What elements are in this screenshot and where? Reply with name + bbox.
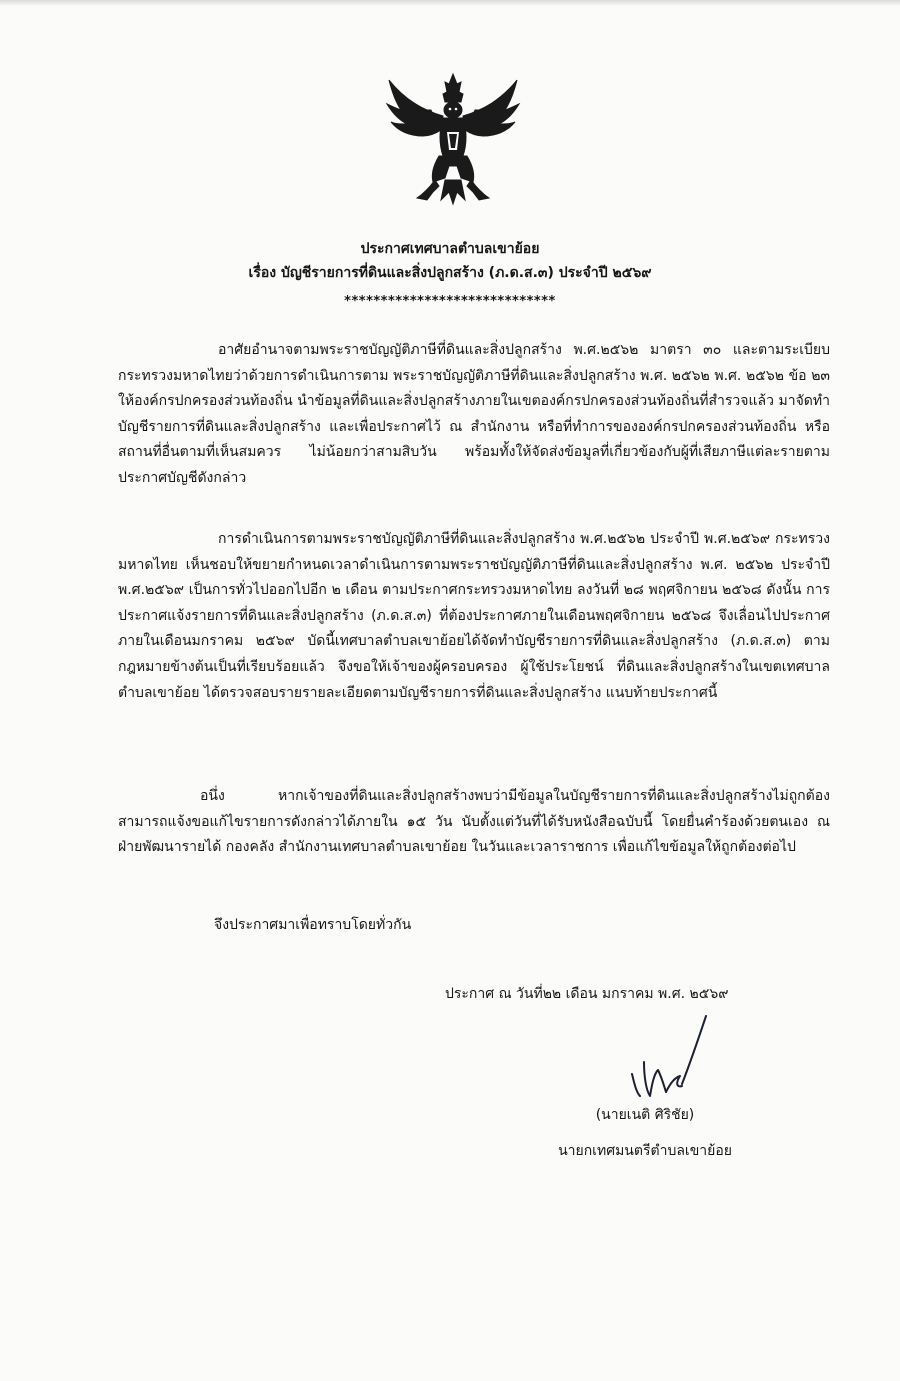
title-separator: ***************************** — [344, 294, 556, 309]
announcement-title: ประกาศเทศบาลตำบลเขาย้อย — [360, 241, 540, 257]
body-paragraph-3: อนึ่ง หากเจ้าของที่ดินและสิ่งปลูกสร้างพบว่ามีข้อมูลในบัญชีรายการที่ดินและสิ่งปลูกสร้างไม่ถูกต้องสามารถแจ้งขอแก้ไขรายการดังกล่าวได้ภายใน ๑๕ วัน นับตั้งแต่วันที่ได้รับหนังสือฉบับนี้ โดยยื่นคำร้องด้วยตนเอง ณ ฝ่ายพัฒนารายได้ กองคลัง สำนักงานเทศบาลตำบลเขาย้อย ในวันและเวลาราชการ เพื่อแก้ไขข้อมูลให้ถูกต้องต่อไป — [118, 788, 830, 856]
body-paragraph-2: การดำเนินการตามพระราชบัญญัติภาษีที่ดินและสิ่งปลูกสร้าง พ.ศ.๒๕๖๒ ประจำปี พ.ศ.๒๕๖๙ กระทรวงมหาดไทย เห็นชอบให้ขยายกำหนดเวลาดำเนินการตามพระราชบัญญัติภาษีที่ดินและสิ่งปลูกสร้าง พ.ศ. ๒๕๖๒ ประจำปี พ.ศ.๒๕๖๙ เป็นการทั่วไปออกไปอีก ๒ เดือน ตามประกาศกระทรวงมหาดไทย ลงวันที่ ๒๘ พฤศจิกายน ๒๕๖๘ ดังนั้น การประกาศแจ้งรายการที่ดินและสิ่งปลูกสร้าง (ภ.ด.ส.๓) ที่ต้องประกาศภายในเดือนพฤศจิกายน ๒๕๖๘ จึงเลื่อนไปประกาศภายในเดือนมกราคม ๒๕๖๙ บัดนี้เทศบาลตำบลเขาย้อยได้จัดทำบัญชีรายการที่ดินและสิ่งปลูกสร้าง (ภ.ด.ส.๓) ตามกฎหมายข้างต้นเป็นที่เรียบร้อยแล้ว จึงขอให้เจ้าของผู้ครอบครอง ผู้ใช้ประโยชน์ ที่ดินและสิ่งปลูกสร้างในเขตเทศบาลตำบลเขาย้อย ได้ตรวจสอบรายรายละเอียดตามบัญชีรายการที่ดินและสิ่งปลูกสร้าง แนบท้ายประกาศนี้ — [118, 531, 830, 701]
closing-statement: จึงประกาศมาเพื่อทราบโดยทั่วกัน — [214, 917, 412, 933]
announcement-subject: เรื่อง บัญชีรายการที่ดินและสิ่งปลูกสร้าง (ภ.ด.ส.๓) ประจำปี ๒๕๖๙ — [248, 265, 652, 281]
body-paragraph-1: อาศัยอำนาจตามพระราชบัญญัติภาษีที่ดินและสิ่งปลูกสร้าง พ.ศ.๒๕๖๒ มาตรา ๓๐ และตามระเบียบกระทรวงมหาดไทยว่าด้วยการดำเนินการตาม พระราชบัญญัติภาษีที่ดินและสิ่งปลูกสร้าง พ.ศ. ๒๕๖๒ พ.ศ. ๒๕๖๒ ข้อ ๒๓ ให้องค์กรปกครองส่วนท้องถิ่น นำข้อมูลที่ดินและสิ่งปลูกสร้างภายในเขตองค์กรปกครองส่วนท้องถิ่นที่สำรวจแล้ว มาจัดทำบัญชีรายการที่ดินและสิ่งปลูกสร้าง และเพื่อประกาศไว้ ณ สำนักงาน หรือที่ทำการขององค์กรปกครองส่วนท้องถิ่น หรือสถานที่อื่นตามที่เห็นสมควร ไม่น้อยกว่าสามสิบวัน พร้อมทั้งให้จัดส่งข้อมูลที่เกี่ยวข้องกับผู้ที่เสียภาษีแต่ละรายตามประกาศบัญชีดังกล่าว — [118, 342, 830, 486]
signer-name: (นายเนติ ศิริชัย) — [595, 1107, 695, 1123]
signer-position: นายกเทศมนตรีตำบลเขาย้อย — [558, 1143, 732, 1159]
garuda-emblem-icon — [383, 70, 523, 210]
handwritten-signature — [622, 1012, 712, 1102]
scan-edge — [0, 0, 900, 6]
announcement-date: ประกาศ ณ วันที่๒๒ เดือน มกราคม พ.ศ. ๒๕๖๙ — [445, 986, 729, 1002]
